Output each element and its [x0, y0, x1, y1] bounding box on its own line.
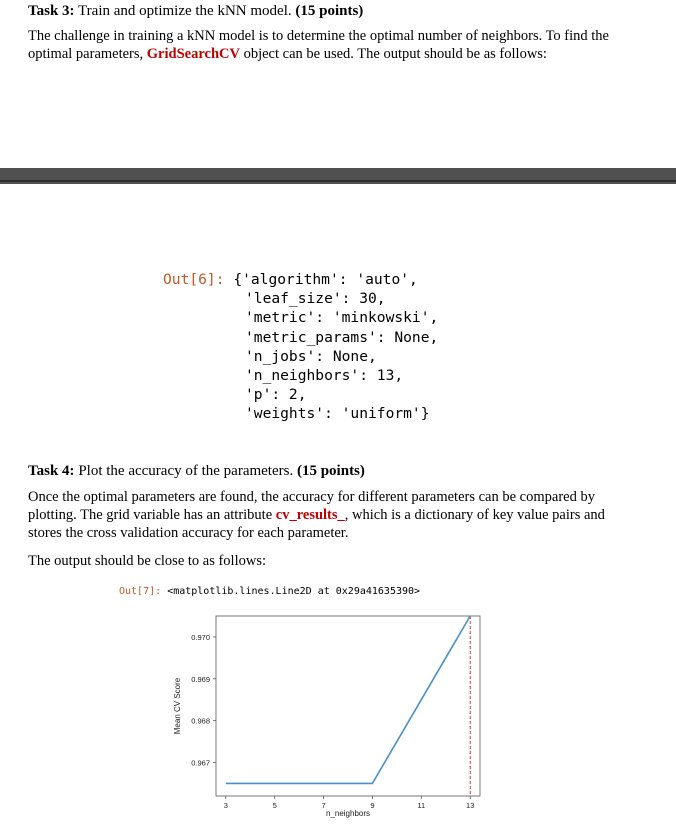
cv-results-highlight: cv_results_ [275, 507, 345, 523]
task4-paragraph-2: The output should be close to as follows: [28, 553, 267, 569]
out6-line-7: 'weights': 'uniform'} [245, 405, 430, 423]
out7-text: <matplotlib.lines.Line2D at 0x29a41635390> [167, 586, 421, 597]
x-tick-label: 5 [272, 801, 277, 810]
x-tick-label: 3 [223, 801, 228, 810]
x-tick-label: 7 [321, 801, 326, 810]
plot-frame [216, 616, 480, 796]
x-tick-label: 13 [466, 801, 475, 810]
out6-line-0: {'algorithm': 'auto', [233, 271, 418, 288]
task4-heading [28, 462, 365, 480]
out6-line-5: 'n_neighbors': 13, [245, 367, 404, 385]
gridsearchcv-highlight: GridSearchCV [146, 46, 240, 62]
task3-points: (15 points) [291, 3, 364, 19]
cv-score-line [226, 616, 470, 783]
x-tick-label: 11 [417, 801, 426, 810]
section-divider [0, 168, 676, 184]
out6-line-3: 'metric_params': None, [245, 328, 439, 346]
task4-label: Task 4: [28, 463, 75, 479]
x-axis-label: n_neighbors [325, 809, 371, 818]
out6-line-6: 'p': 2, [245, 386, 307, 404]
x-axis [224, 796, 475, 810]
out6-line-1: 'leaf_size': 30, [245, 290, 386, 308]
task3-title: Train and optimize the kNN model. [74, 3, 292, 19]
task4-paragraph: Once the optimal parameters are found, the accuracy for different parameters can be compared by plotting. The grid variable has an attribute cv_results_, which is a dictionary of key value pairs and stores the cross validation accuracy for each parameter. [28, 489, 605, 541]
task3-heading [28, 2, 363, 20]
y-axis [191, 633, 216, 768]
out6-prompt: Out[6]: [163, 271, 225, 288]
y-tick-label: 0.968 [191, 716, 210, 726]
y-tick-label: 0.967 [191, 758, 210, 768]
task4-points: (15 points) [293, 463, 365, 479]
output-cell-6 [163, 270, 438, 424]
y-tick-label: 0.969 [191, 674, 210, 684]
task3-paragraph: The challenge in training a kNN model is to determine the optimal number of neighbors. To find the optimal parameters, GridSearchCV object can be used. The output should be as follows: [28, 28, 609, 62]
x-tick-label: 9 [370, 801, 375, 810]
out7-prompt: Out[7]: [119, 586, 162, 597]
y-tick-label: 0.970 [191, 632, 210, 642]
out6-line-2: 'metric': 'minkowski', [245, 309, 439, 327]
y-axis-label: Mean CV Score [173, 677, 182, 735]
output-cell-7 [119, 585, 420, 599]
cv-score-chart [170, 610, 490, 822]
task3-label: Task 3: [28, 3, 75, 19]
task4-title: Plot the accuracy of the parameters. [74, 463, 294, 479]
out6-line-4: 'n_jobs': None, [245, 347, 377, 365]
